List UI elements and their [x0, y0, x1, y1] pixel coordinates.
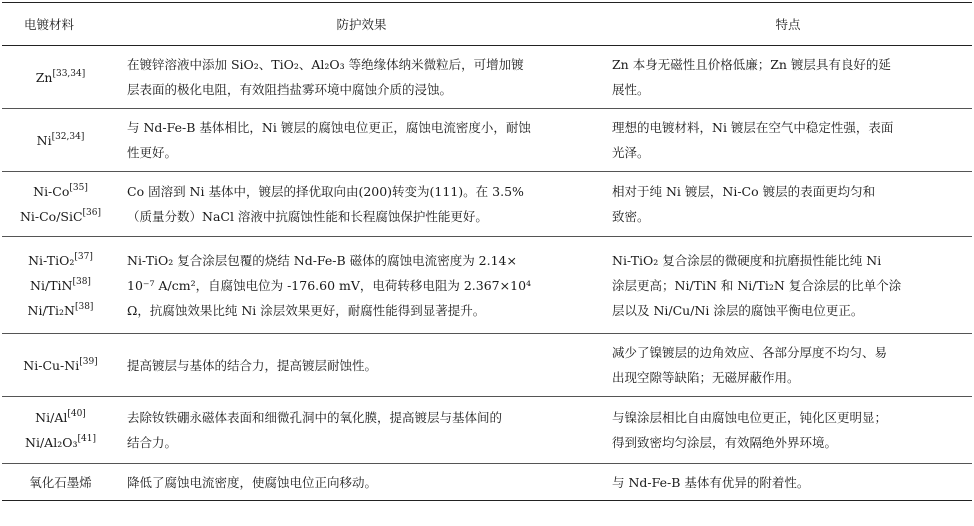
table-row — [2, 464, 972, 501]
reference-marker: [37] — [74, 251, 93, 262]
feature-cell — [604, 172, 972, 237]
feature-cell — [604, 237, 972, 334]
effect-text: 层表面的极化电阻，有效阻挡盐雾环境中腐蚀介质的浸蚀。 — [127, 82, 453, 97]
feature-text: 与 Nd-Fe-B 基体有优异的附着性。 — [612, 474, 810, 490]
material-cell — [2, 397, 119, 464]
material-name: Ni-Co — [33, 184, 70, 199]
material-name: Ni — [36, 132, 52, 148]
feature-cell — [604, 464, 972, 501]
feature-text: 涂层更高；Ni/TiN 和 Ni/Ti₂N 复合涂层的比单个涂 — [612, 277, 902, 293]
table-row — [2, 334, 972, 397]
effect-text: 性更好。 — [127, 145, 178, 160]
material-name: Ni-Co/SiC — [19, 209, 83, 224]
material-cell — [2, 334, 119, 397]
material-name: Ni/Al — [35, 410, 68, 425]
feature-text: 得到致密均匀涂层，有效隔绝外界环境。 — [612, 435, 838, 450]
effect-text: Ω，抗腐蚀效果比纯 Ni 涂层效果更好，耐腐性能得到显著提升。 — [127, 302, 486, 318]
feature-text: 相对于纯 Ni 镀层，Ni-Co 镀层的表面更均匀和 — [612, 184, 876, 199]
reference-marker: [38] — [74, 301, 94, 312]
material-cell — [2, 46, 119, 109]
feature-text: Ni-TiO₂ 复合涂层的微硬度和抗磨损性能比纯 Ni — [612, 252, 882, 268]
reference-marker: [33,34] — [52, 68, 86, 79]
table-row — [2, 46, 972, 109]
table-row — [2, 172, 972, 237]
electroplating-materials-table — [2, 2, 972, 501]
material-name: Ni-Cu-Ni — [23, 357, 80, 373]
table-header-row — [2, 3, 972, 46]
feature-text: 展性。 — [612, 82, 650, 97]
effect-cell — [119, 172, 604, 237]
material-name: Ni/TiN — [30, 277, 73, 293]
effect-text: Co 固溶到 Ni 基体中，镀层的择优取向由(200)转变为(111)。在 3.5% — [127, 184, 524, 199]
feature-cell — [604, 46, 972, 109]
effect-text: 与 Nd-Fe-B 基体相比，Ni 镀层的腐蚀电位更正，腐蚀电流密度小，耐蚀 — [127, 120, 531, 135]
feature-text: Zn 本身无磁性且价格低廉；Zn 镀层具有良好的延 — [612, 57, 891, 72]
header-material: 电镀材料 — [2, 3, 119, 46]
reference-marker: [32,34] — [51, 131, 85, 142]
feature-text: 与镍涂层相比自由腐蚀电位更正，钝化区更明显； — [612, 410, 888, 425]
reference-marker: [36] — [82, 208, 102, 218]
feature-text: 理想的电镀材料，Ni 镀层在空气中稳定性强，表面 — [612, 120, 894, 135]
feature-cell — [604, 334, 972, 397]
reference-marker: [41] — [77, 434, 96, 444]
feature-text: 层以及 Ni/Cu/Ni 涂层的腐蚀平衡电位更正。 — [612, 302, 864, 318]
effect-text: （质量分数）NaCl 溶液中抗腐蚀性能和长程腐蚀保护性能更好。 — [127, 209, 488, 224]
effect-text: 去除钕铁硼永磁体表面和细微孔洞中的氧化膜，提高镀层与基体间的 — [127, 410, 503, 425]
header-feature: 特点 — [604, 3, 972, 46]
effect-text: 在镀锌溶液中添加 SiO₂、TiO₂、Al₂O₃ 等绝缘体纳米微粒后，可增加镀 — [127, 57, 524, 72]
feature-text: 减少了镍镀层的边角效应、各部分厚度不均匀、易 — [612, 345, 888, 360]
effect-cell — [119, 464, 604, 501]
material-name: Ni-TiO₂ — [28, 252, 75, 268]
reference-marker: [40] — [67, 409, 86, 419]
material-cell — [2, 109, 119, 172]
effect-text: Ni-TiO₂ 复合涂层包覆的烧结 Nd-Fe-B 磁体的腐蚀电流密度为 2.14× — [127, 252, 517, 268]
effect-cell — [119, 237, 604, 334]
material-name: Ni/Ti₂N — [27, 302, 75, 318]
feature-text: 出现空隙等缺陷；无磁屏蔽作用。 — [612, 370, 800, 385]
reference-marker: [38] — [72, 276, 91, 287]
material-cell — [2, 237, 119, 334]
reference-marker: [39] — [79, 356, 98, 367]
feature-cell — [604, 109, 972, 172]
feature-text: 致密。 — [612, 209, 650, 224]
effect-cell — [119, 397, 604, 464]
table-row — [2, 397, 972, 464]
material-cell — [2, 172, 119, 237]
effect-text: 结合力。 — [127, 435, 178, 450]
material-name: Ni/Al₂O₃ — [25, 435, 78, 450]
effect-cell — [119, 109, 604, 172]
effect-text: 10⁻⁷ A/cm²，自腐蚀电位为 -176.60 mV，电荷转移电阻为 2.367×10⁴ — [127, 277, 532, 293]
reference-marker: [35] — [69, 183, 88, 193]
table-row — [2, 109, 972, 172]
material-name: Zn — [35, 69, 53, 85]
effect-cell — [119, 46, 604, 109]
feature-text: 光泽。 — [612, 145, 650, 160]
header-effect: 防护效果 — [119, 3, 604, 46]
material-cell — [2, 464, 119, 501]
effect-text: 提高镀层与基体的结合力，提高镀层耐蚀性。 — [127, 357, 378, 373]
feature-cell — [604, 397, 972, 464]
effect-cell — [119, 334, 604, 397]
material-name: 氧化石墨烯 — [29, 474, 92, 490]
table-row — [2, 237, 972, 334]
effect-text: 降低了腐蚀电流密度，使腐蚀电位正向移动。 — [127, 474, 378, 490]
